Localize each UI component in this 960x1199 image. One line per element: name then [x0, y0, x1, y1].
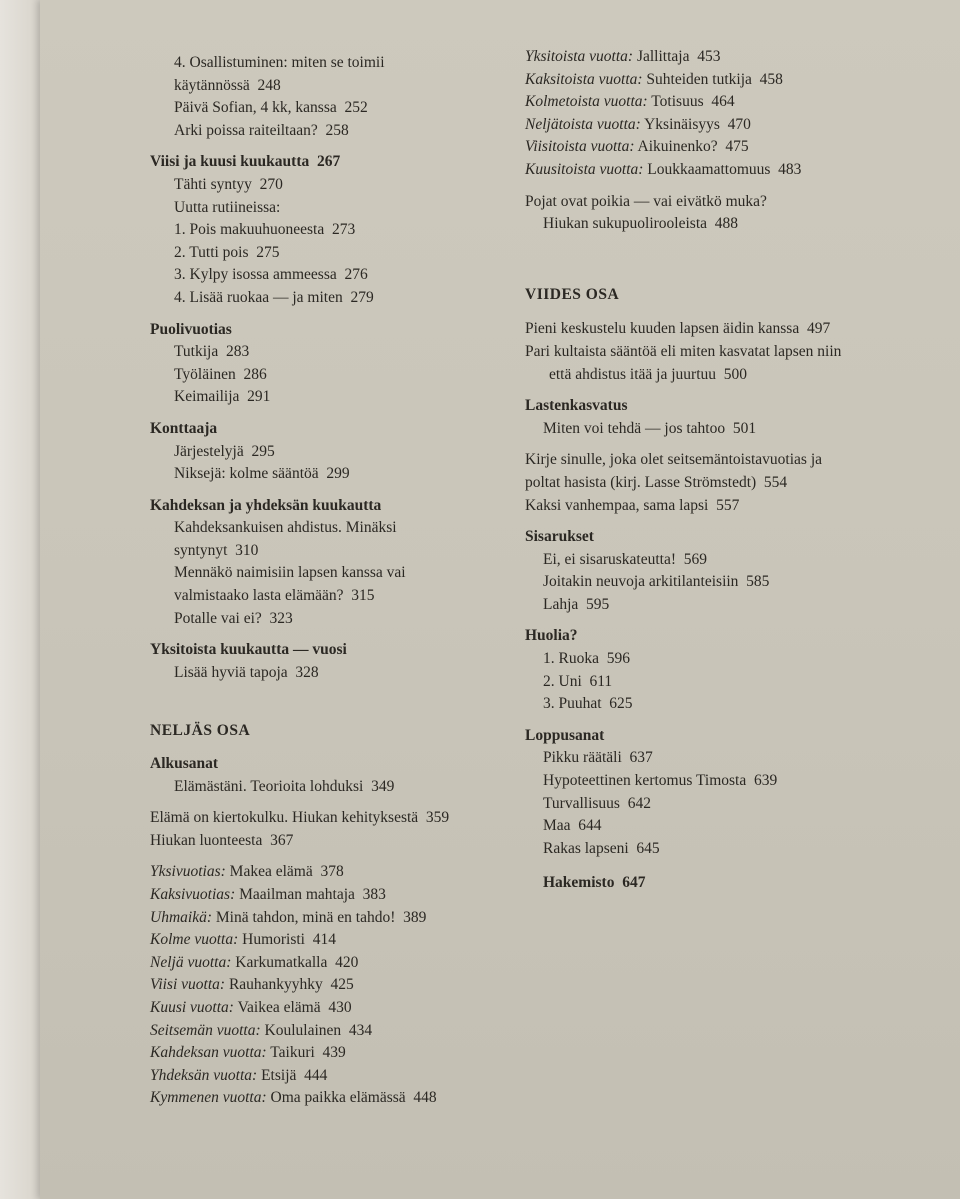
toc-entry: Uutta rutiineissa:	[174, 198, 281, 216]
toc-heading: Lastenkasvatus	[525, 397, 628, 415]
age-label: Kymmenen vuotta:	[150, 1089, 267, 1107]
toc-entry: 2. Uni 611	[543, 672, 613, 690]
spacer	[525, 182, 945, 191]
age-label: Yksivuotias:	[150, 863, 226, 881]
age-entries	[150, 861, 530, 1110]
toc-entry: Tutkija 283	[174, 343, 250, 361]
toc-heading: Loppusanat	[525, 726, 605, 744]
toc-entry	[525, 91, 945, 114]
toc-entry: Tähti syntyy 270	[174, 175, 283, 193]
book-page	[40, 0, 960, 1199]
toc-entry: Joitakin neuvoja arkitilanteisiin 585	[543, 573, 770, 591]
entry-title: Taikuri 439	[266, 1044, 346, 1062]
toc-entry: 2. Tutti pois 275	[174, 243, 280, 261]
entry-title: Loukkaamattomuus 483	[643, 160, 802, 178]
spacer	[525, 440, 945, 449]
toc-entry: Työläinen 286	[174, 365, 267, 383]
toc-entry: Lahja 595	[543, 595, 610, 613]
toc-entry	[150, 929, 530, 952]
entry-title: Aikuinenko? 475	[634, 138, 749, 156]
toc-entry: Miten voi tehdä — jos tahtoo 501	[543, 419, 757, 437]
entry-title: Minä tahdon, minä en tahdo! 389	[212, 908, 427, 926]
toc-entry: Kirje sinulle, joka olet seitsemäntoistavuotias ja	[525, 451, 823, 469]
toc-entry: Pojat ovat poikia — vai eivätkö muka?	[525, 192, 767, 210]
entry-title: Yksinäisyys 470	[640, 115, 751, 133]
toc-entry: Potalle vai ei? 323	[174, 609, 293, 627]
age-label: Kuusitoista vuotta:	[525, 160, 644, 178]
toc-entry	[525, 159, 945, 182]
age-label: Kuusi vuotta:	[150, 998, 234, 1016]
toc-entry: Maa 644	[543, 817, 602, 835]
toc-entry: 4. Osallistuminen: miten se toimii	[174, 54, 385, 71]
toc-entry: Kahdeksankuisen ahdistus. Minäksi	[174, 519, 397, 537]
age-label: Neljä vuotta:	[150, 953, 232, 971]
toc-entry: Rakas lapseni 645	[543, 839, 660, 857]
entry-title: Vaikea elämä 430	[233, 998, 352, 1016]
toc-entry: Kaksi vanhempaa, sama lapsi 557	[525, 496, 740, 514]
toc-entry	[150, 884, 530, 907]
toc-entry	[150, 1020, 530, 1043]
age-label: Kahdeksan vuotta:	[150, 1044, 267, 1062]
toc-entry: Keimailija 291	[174, 388, 271, 406]
toc-heading: Kahdeksan ja yhdeksän kuukautta	[150, 496, 382, 514]
entry-title: Oma paikka elämässä 448	[266, 1089, 437, 1107]
toc-entry: Hiukan luonteesta 367	[150, 831, 294, 849]
toc-heading: Yksitoista kuukautta — vuosi	[150, 641, 347, 659]
age-label: Kolme vuotta:	[150, 931, 239, 949]
entry-title: Karkumatkalla 420	[231, 953, 359, 971]
toc-entry: Pieni keskustelu kuuden lapsen äidin kanssa 497	[525, 320, 831, 338]
entry-title: Suhteiden tutkija 458	[642, 70, 783, 88]
toc-heading: Huolia?	[525, 627, 578, 645]
toc-entry: Hypoteettinen kertomus Timosta 639	[543, 772, 778, 790]
toc-entry: 4. Lisää ruokaa — ja miten 279	[174, 288, 374, 306]
toc-entry: 1. Ruoka 596	[543, 650, 630, 668]
toc-entry: Järjestelyjä 295	[174, 442, 275, 460]
toc-entry: Päivä Sofian, 4 kk, kanssa 252	[174, 99, 368, 117]
age-label: Kaksivuotias:	[150, 886, 236, 903]
entry-title: Makea elämä 378	[225, 863, 344, 881]
toc-entry: syntynyt 310	[174, 541, 259, 559]
toc-entry	[150, 1087, 530, 1110]
toc-entry: Pikku räätäli 637	[543, 749, 653, 767]
age-label: Kolmetoista vuotta:	[525, 93, 648, 111]
toc-entry: käytännössä 248	[174, 76, 281, 94]
toc-entry: 1. Pois makuuhuoneesta 273	[174, 221, 356, 239]
toc-entry	[150, 907, 530, 930]
toc-entry: 3. Kylpy isossa ammeessa 276	[174, 266, 368, 284]
toc-entry	[525, 136, 945, 159]
age-label: Seitsemän vuotta:	[150, 1021, 261, 1039]
toc-heading: Sisarukset	[525, 528, 594, 546]
entry-title: Humoristi 414	[238, 931, 336, 949]
entry-title: Totisuus 464	[647, 93, 735, 111]
toc-right-column	[525, 46, 945, 895]
age-label: Viisitoista vuotta:	[525, 138, 635, 156]
toc-heading: Konttaaja	[150, 419, 218, 437]
toc-entry	[525, 114, 945, 137]
toc-left-column	[150, 52, 530, 1110]
toc-entry	[525, 69, 945, 92]
age-label: Yksitoista vuotta:	[525, 48, 634, 65]
toc-entry	[150, 861, 530, 884]
toc-entry: poltat hasista (kirj. Lasse Strömstedt) 554	[525, 473, 788, 491]
toc-entry: Niksejä: kolme sääntöä 299	[174, 465, 350, 483]
toc-entry: Elämästäni. Teorioita lohduksi 349	[174, 777, 395, 795]
toc-entry: Turvallisuus 642	[543, 794, 651, 812]
toc-entry: Hiukan sukupuolirooleista 488	[543, 215, 739, 233]
entry-title: Maailman mahtaja 383	[235, 886, 386, 903]
toc-heading: Hakemisto 647	[543, 874, 646, 892]
entry-title: Rauhankyyhky 425	[225, 976, 354, 994]
age-label: Kaksitoista vuotta:	[525, 70, 643, 88]
part-heading: NELJÄS OSA	[150, 722, 251, 740]
toc-entry	[150, 952, 530, 975]
toc-entry: valmistaako lasta elämään? 315	[174, 587, 375, 605]
toc-entry	[150, 1042, 530, 1065]
toc-entry: Arki poissa raiteiltaan? 258	[174, 121, 349, 139]
toc-entry: että ahdistus itää ja juurtuu 500	[549, 365, 748, 383]
toc-entry: Pari kultaista sääntöä eli miten kasvatat lapsen niin	[525, 342, 842, 360]
toc-entry	[150, 1065, 530, 1088]
toc-entry: 3. Puuhat 625	[543, 695, 633, 713]
entry-title: Koululainen 434	[260, 1021, 373, 1039]
age-label: Uhmaikä:	[150, 908, 212, 926]
toc-entry: Elämä on kiertokulku. Hiukan kehityksestä 359	[150, 809, 450, 827]
part-heading: VIIDES OSA	[525, 285, 620, 303]
toc-entry	[150, 974, 530, 997]
entry-title: Jallittaja 453	[633, 48, 721, 65]
toc-heading: Puolivuotias	[150, 320, 232, 338]
spacer	[150, 852, 530, 861]
age-entries	[525, 46, 945, 182]
toc-entry: Lisää hyviä tapoja 328	[174, 663, 319, 681]
age-label: Yhdeksän vuotta:	[150, 1066, 258, 1084]
toc-entry: Ei, ei sisaruskateutta! 569	[543, 550, 707, 568]
entry-title: Etsijä 444	[257, 1066, 328, 1084]
spacer	[150, 798, 530, 807]
age-label: Neljätoista vuotta:	[525, 115, 641, 133]
toc-entry	[525, 46, 945, 69]
toc-entry: Mennäkö naimisiin lapsen kanssa vai	[174, 564, 406, 582]
toc-heading: Viisi ja kuusi kuukautta 267	[150, 153, 341, 171]
age-label: Viisi vuotta:	[150, 976, 226, 994]
toc-heading: Alkusanat	[150, 755, 219, 773]
toc-entry	[150, 997, 530, 1020]
